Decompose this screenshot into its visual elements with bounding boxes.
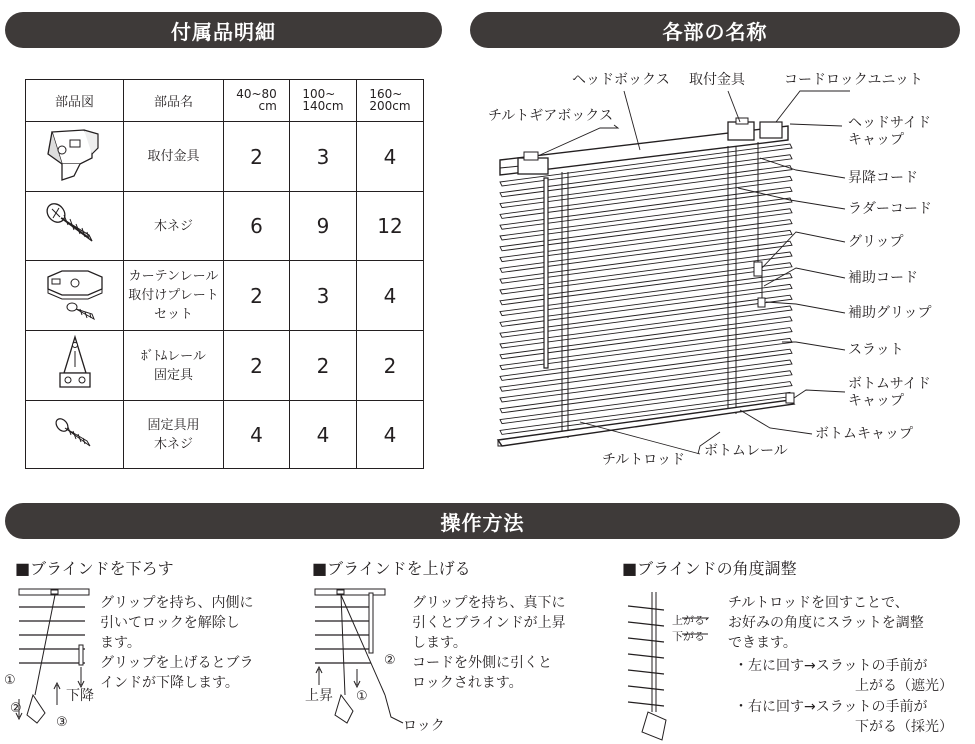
qty-cell: 9 bbox=[290, 192, 357, 261]
lower-description: グリップを持ち、内側に 引いてロックを解除し ます。 グリップを上げるとブラ インドが下降します。 bbox=[100, 595, 254, 691]
tilt-title: ■ブラインドの角度調整 bbox=[622, 559, 797, 578]
tilt-rod bbox=[544, 178, 548, 368]
tilt-bullet-right-a: ・右に回す→スラットの手前が bbox=[734, 699, 928, 715]
grip bbox=[754, 262, 762, 276]
part-name: 木ネジ bbox=[124, 192, 224, 261]
col-header-size-100-140: 100~ 140cm bbox=[290, 80, 357, 122]
part-name: 固定具用 木ネジ bbox=[124, 401, 224, 469]
label-ladder-cord: ラダーコード bbox=[848, 201, 932, 217]
tilt-bullet-right-b: 下がる（採光） bbox=[855, 719, 953, 735]
label-bottom-rail: ボトムレール bbox=[704, 443, 788, 459]
qty-cell: 6 bbox=[224, 192, 290, 261]
qty-cell: 2 bbox=[224, 261, 290, 331]
qty-cell: 2 bbox=[290, 331, 357, 401]
label-tilt-gear-box: チルトギアボックス bbox=[488, 108, 614, 124]
label-lift-cord: 昇降コード bbox=[848, 170, 918, 186]
part-name: ﾎﾞﾄﾑレール 固定具 bbox=[124, 331, 224, 401]
qty-cell: 4 bbox=[290, 401, 357, 469]
qty-cell: 4 bbox=[224, 401, 290, 469]
qty-cell: 4 bbox=[357, 261, 424, 331]
parts-list-header: 付属品明細 bbox=[5, 12, 442, 48]
raise-title: ■ブラインドを上げる bbox=[312, 559, 471, 578]
label-cord-lock-unit: コードロックユニット bbox=[784, 72, 923, 88]
tilt-fig-down: 下がる bbox=[672, 630, 705, 643]
label-bottom-cap: ボトムキャップ bbox=[815, 426, 913, 442]
qty-cell: 3 bbox=[290, 122, 357, 192]
mount-bracket bbox=[728, 122, 754, 140]
slat bbox=[500, 392, 792, 434]
aux-grip bbox=[758, 298, 765, 307]
col-header-name: 部品名 bbox=[124, 80, 224, 122]
lower-fig-label: 下降 bbox=[66, 688, 94, 704]
part-names-header: 各部の名称 bbox=[470, 12, 960, 48]
label-head-side-cap: ヘッドサイド キャップ bbox=[848, 115, 932, 148]
lower-title: ■ブラインドを下ろす bbox=[15, 559, 174, 578]
cord-lock-unit bbox=[760, 122, 782, 138]
label-bottom-side-cap: ボトムサイド キャップ bbox=[848, 376, 931, 409]
tilt-fig-up: 上がる bbox=[672, 614, 705, 627]
part-name: 取付金具 bbox=[124, 122, 224, 192]
raise-step2: ② bbox=[384, 653, 396, 668]
qty-cell: 2 bbox=[224, 331, 290, 401]
label-aux-cord: 補助コード bbox=[848, 270, 918, 286]
label-slat: スラット bbox=[848, 342, 904, 358]
label-head-box: ヘッドボックス bbox=[572, 72, 670, 88]
label-tilt-rod: チルトロッド bbox=[602, 452, 686, 468]
part-name: カーテンレール 取付けプレート セット bbox=[124, 261, 224, 331]
col-header-size-160-200: 160~ 200cm bbox=[357, 80, 424, 122]
lower-figure bbox=[5, 585, 95, 744]
qty-cell: 4 bbox=[357, 401, 424, 469]
lower-step2: ② bbox=[10, 701, 22, 716]
slat bbox=[500, 382, 792, 424]
raise-description: グリップを持ち、真下に 引くとブラインドが上昇 します。 コードを外側に引くと ロックされます。 bbox=[412, 595, 566, 691]
qty-cell: 2 bbox=[357, 331, 424, 401]
raise-fig-label-up: 上昇 bbox=[305, 688, 333, 704]
label-aux-grip: 補助グリップ bbox=[848, 305, 932, 321]
qty-cell: 2 bbox=[224, 122, 290, 192]
tilt-description: チルトロッドを回すことで、 お好みの角度にスラットを調整 できます。 bbox=[728, 595, 924, 651]
operation-header: 操作方法 bbox=[5, 503, 960, 539]
tilt-bullet-left-b: 上がる（遮光） bbox=[855, 678, 953, 694]
qty-cell: 4 bbox=[357, 122, 424, 192]
qty-cell: 12 bbox=[357, 192, 424, 261]
lower-step1: ① bbox=[4, 673, 16, 688]
label-grip: グリップ bbox=[848, 234, 904, 250]
col-header-diagram: 部品図 bbox=[26, 80, 124, 122]
raise-fig-label-lock: ロック bbox=[403, 718, 445, 734]
bottom-side-cap bbox=[786, 393, 794, 403]
lower-step3: ③ bbox=[56, 715, 68, 730]
qty-cell: 3 bbox=[290, 261, 357, 331]
col-header-size-40-80: 40~80 cm bbox=[224, 80, 290, 122]
tilt-bullet-left-a: ・左に回す→スラットの手前が bbox=[734, 658, 928, 674]
raise-step1: ① bbox=[356, 689, 368, 704]
label-mount-bracket: 取付金具 bbox=[689, 72, 745, 88]
